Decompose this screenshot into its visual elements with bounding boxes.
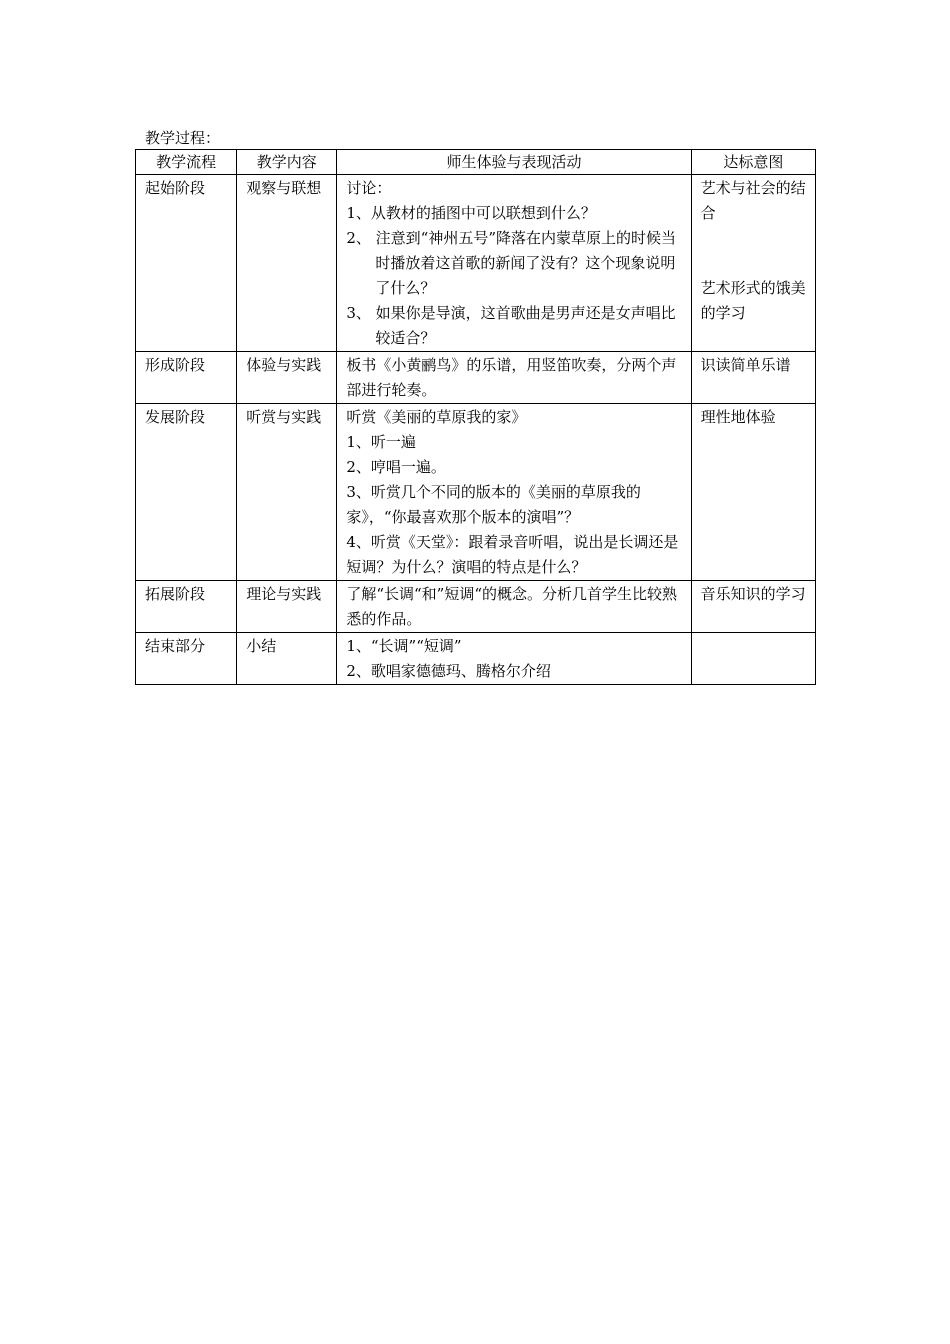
header-activities: 师生体验与表现活动 [337, 150, 691, 175]
intent-line: 艺术形式的饿美的学习 [700, 279, 806, 322]
cell-content: 理论与实践 [237, 581, 337, 633]
cell-stage: 拓展阶段 [136, 581, 237, 633]
cell-intent [691, 633, 815, 685]
table-row [136, 633, 816, 685]
cell-stage: 结束部分 [136, 633, 237, 685]
header-intent: 达标意图 [691, 150, 815, 175]
intent-line: 识读简单乐谱 [700, 356, 791, 374]
table-row [136, 404, 816, 581]
activity-line: 3、听赏几个不同的版本的《美丽的草原我的家》，“你最喜欢那个版本的演唱”？ [346, 483, 641, 526]
cell-intent [691, 404, 815, 581]
cell-activities [337, 175, 691, 352]
cell-intent [691, 352, 815, 404]
section-heading: 教学过程： [145, 129, 221, 147]
cell-activities [337, 581, 691, 633]
activity-line: 听赏《美丽的草原我的家》 [346, 408, 527, 426]
intent-spacer [701, 226, 809, 276]
cell-content: 体验与实践 [237, 352, 337, 404]
cell-stage: 发展阶段 [136, 404, 237, 581]
cell-stage: 形成阶段 [136, 352, 237, 404]
cell-intent [691, 581, 815, 633]
activity-line: 板书《小黄鹂鸟》的乐谱，用竖笛吹奏，分两个声部进行轮奏。 [346, 356, 677, 399]
header-stage: 教学流程 [136, 150, 237, 175]
activity-line: 2、歌唱家德德玛、腾格尔介绍 [346, 662, 551, 680]
intent-line: 艺术与社会的结合 [700, 179, 806, 222]
activity-line: 了解“长调“和”短调“的概念。分析几首学生比较熟悉的作品。 [346, 585, 678, 628]
activity-line: 2、 注意到“神州五号”降落在内蒙草原上的时候当时播放着这首歌的新闻了没有？这个现象说明了什么？ [346, 229, 676, 297]
teaching-process-table [135, 149, 816, 685]
cell-content: 小结 [237, 633, 337, 685]
cell-content: 听赏与实践 [237, 404, 337, 581]
table-row [136, 352, 816, 404]
table-row [136, 175, 816, 352]
activity-line: 1、从教材的插图中可以联想到什么？ [346, 204, 596, 222]
activity-line: 1、“长调”“短调” [346, 637, 462, 655]
cell-stage: 起始阶段 [136, 175, 237, 352]
activity-line: 2、哼唱一遍。 [346, 458, 446, 476]
activity-line: 讨论： [346, 179, 392, 197]
cell-activities [337, 633, 691, 685]
activity-line: 4、听赏《天堂》：跟着录音听唱，说出是长调还是短调？为什么？演唱的特点是什么？ [346, 533, 679, 576]
table-header-row [136, 150, 816, 175]
intent-line: 音乐知识的学习 [700, 585, 806, 603]
activity-line: 3、 如果你是导演，这首歌曲是男声还是女声唱比较适合？ [346, 304, 676, 347]
table-row [136, 581, 816, 633]
cell-intent [691, 175, 815, 352]
cell-activities [337, 404, 691, 581]
activity-line: 1、听一遍 [346, 433, 416, 451]
cell-content: 观察与联想 [237, 175, 337, 352]
header-content: 教学内容 [237, 150, 337, 175]
intent-line: 理性地体验 [700, 408, 776, 426]
cell-activities [337, 352, 691, 404]
